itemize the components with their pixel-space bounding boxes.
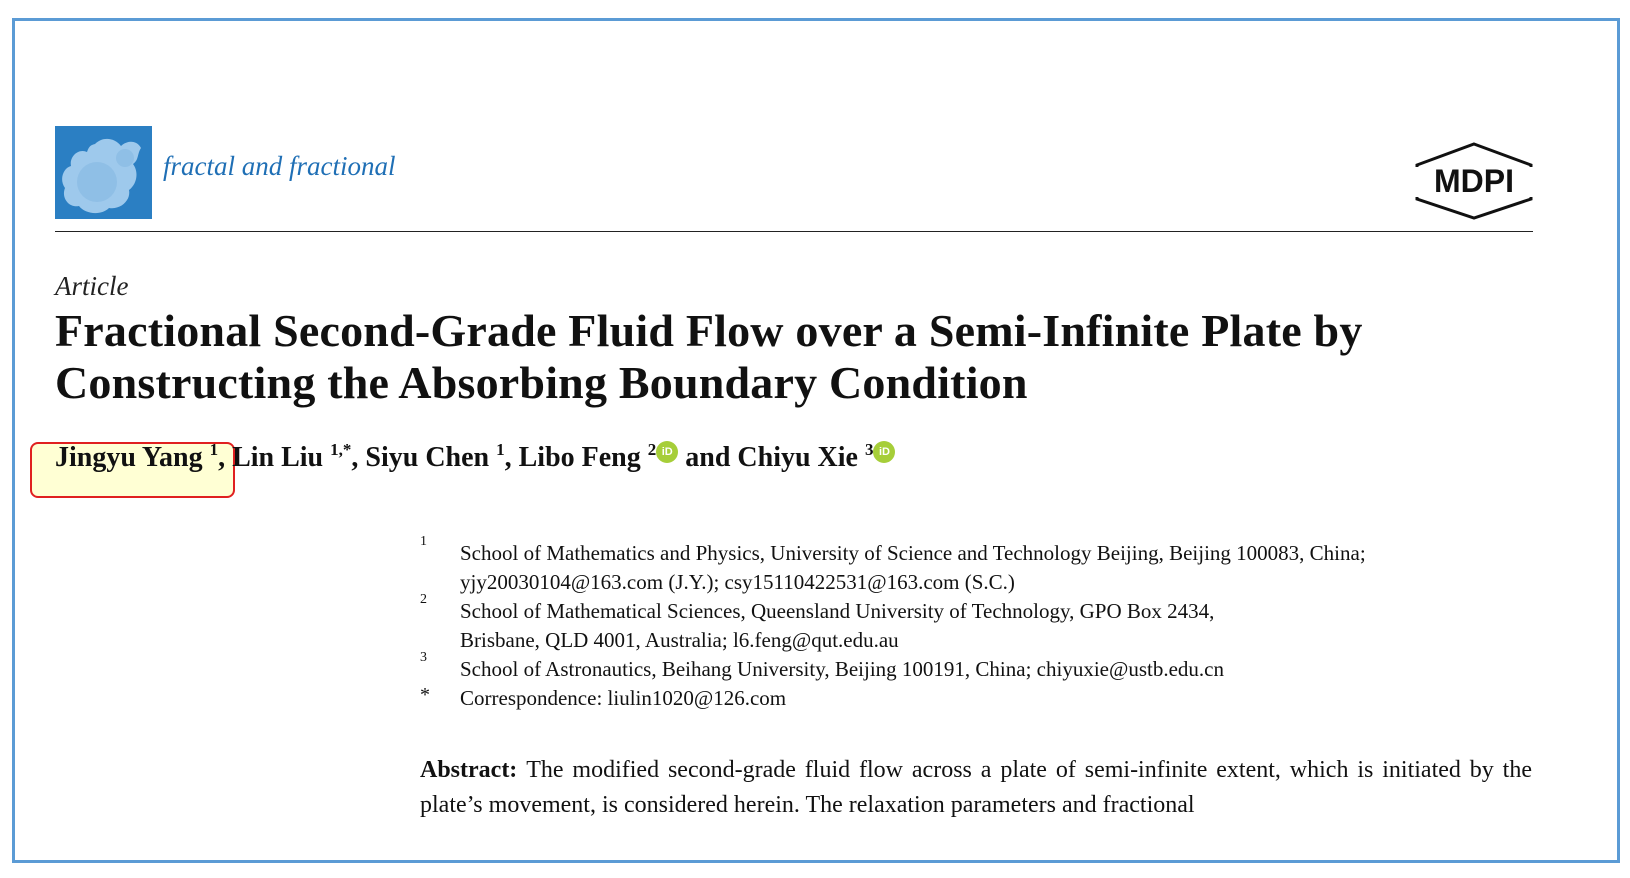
abstract (420, 753, 1532, 823)
author-name[interactable]: Siyu Chen (365, 442, 490, 473)
header-divider (55, 231, 1533, 232)
affiliation-number: 2 (420, 592, 427, 607)
affiliation-line: yjy20030104@163.com (J.Y.); csy15110422531@163.com (S.C.) (460, 570, 1015, 594)
author-name[interactable]: Lin Liu (232, 442, 324, 473)
author-separator: , (351, 442, 366, 473)
affiliation-line: School of Mathematical Sciences, Queensland University of Technology, GPO Box 2434, (460, 599, 1215, 623)
abstract-label: Abstract: (420, 757, 518, 783)
article-type: Article (55, 271, 129, 301)
author-affil-sup: 1 (209, 439, 219, 459)
author-affil-sup: 3 (864, 439, 874, 459)
author-separator: , (218, 442, 233, 473)
author-name[interactable]: Libo Feng (518, 442, 641, 473)
author-name[interactable]: Jingyu Yang (55, 442, 203, 473)
mdpi-logo (1412, 141, 1536, 221)
title-line-2: Constructing the Absorbing Boundary Condition (55, 357, 1028, 408)
correspondence-line: Correspondence: liulin1020@126.com (460, 686, 787, 710)
journal-name: fractal and fractional (163, 151, 396, 181)
article-title (55, 305, 1545, 409)
author-separator: , (504, 442, 519, 473)
orcid-icon[interactable]: iD (873, 441, 895, 463)
affiliation-number: 3 (420, 650, 427, 665)
abstract-text: The modified second-grade fluid flow across a plate of semi-infinite extent, which is initiated by the plate’s movement, is considered herein. The relaxation parameters and fractional (420, 757, 1533, 818)
affiliation-line: School of Mathematics and Physics, University of Science and Technology Beijing, Beijing 100083, China; (460, 541, 1366, 565)
publisher-name: MDPI (1434, 163, 1514, 199)
author-affil-sup: 2 (647, 439, 657, 459)
fractal-logo-icon (55, 126, 152, 219)
affiliation-number: 1 (420, 534, 427, 549)
author-separator: and (678, 442, 738, 473)
page-frame (12, 18, 1620, 863)
correspondence-marker: * (420, 684, 430, 706)
author-name[interactable]: Chiyu Xie (737, 442, 858, 473)
orcid-icon[interactable]: iD (656, 441, 678, 463)
author-affil-sup: 1 (496, 439, 505, 459)
title-line-1: Fractional Second-Grade Fluid Flow over a Semi-Infinite Plate by (55, 305, 1363, 356)
affiliation-line: School of Astronautics, Beihang University, Beijing 100191, China; chiyuxie@ustb.edu.cn (460, 657, 1224, 681)
author-list (55, 439, 895, 474)
author-affil-sup: 1,* (330, 439, 352, 459)
affiliation-line: Brisbane, QLD 4001, Australia; l6.feng@qut.edu.au (460, 628, 899, 652)
